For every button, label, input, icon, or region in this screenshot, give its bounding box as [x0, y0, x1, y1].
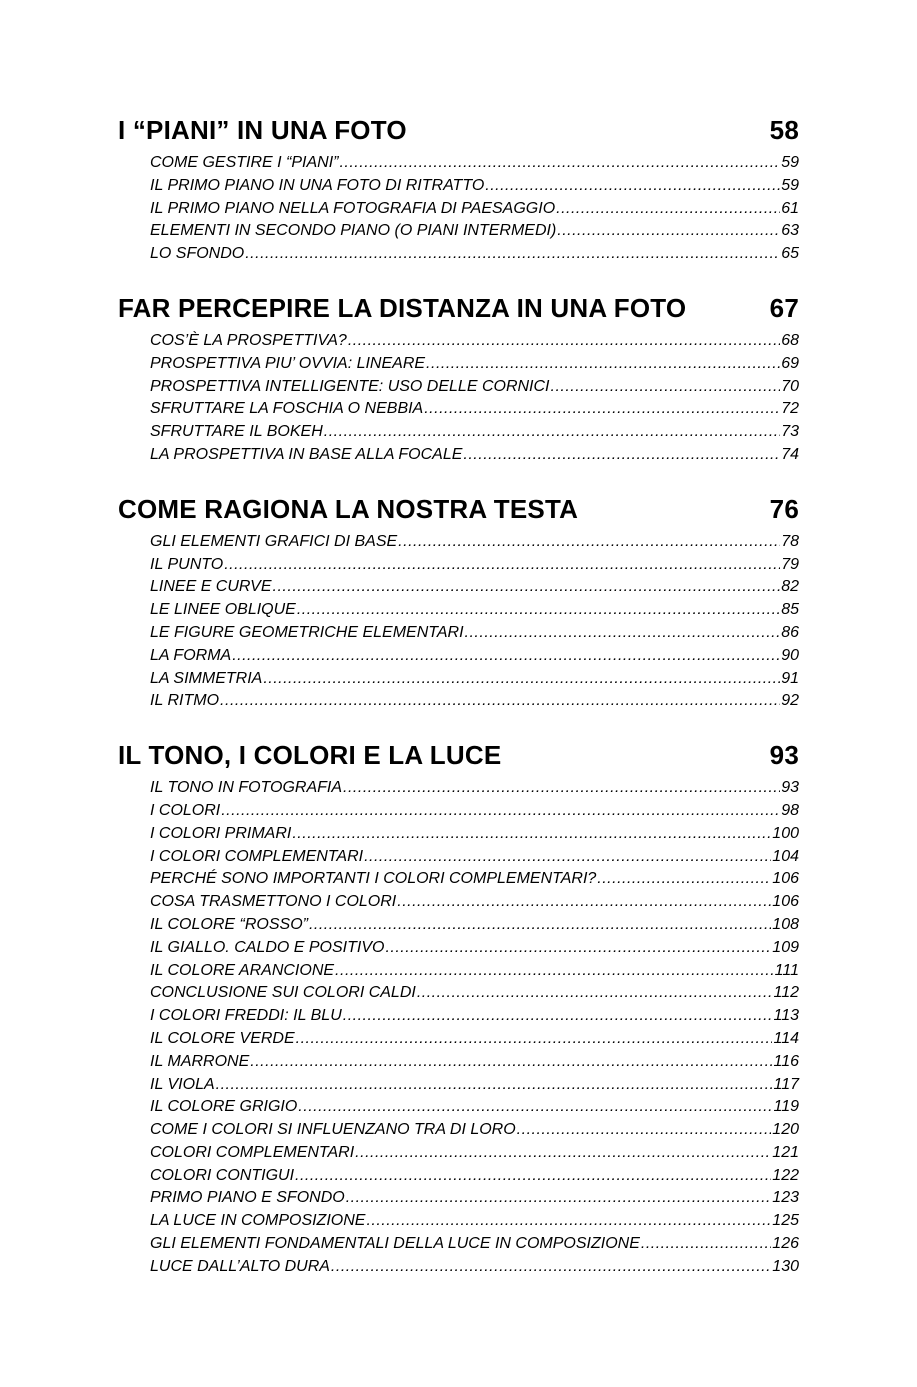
- dot-leader: [397, 891, 771, 914]
- entry-title: COSA TRASMETTONO I COLORI: [150, 893, 397, 911]
- dot-leader: [424, 398, 780, 421]
- entry-page-number: 82: [781, 578, 799, 596]
- section-heading[interactable]: [118, 115, 799, 145]
- entry-page-number: 111: [774, 961, 799, 979]
- entry-page-number: 63: [781, 222, 799, 240]
- toc-entry[interactable]: [150, 1165, 799, 1188]
- dot-leader: [517, 1119, 772, 1142]
- entry-page-number: 98: [781, 801, 799, 819]
- entry-page-number: 120: [772, 1121, 799, 1139]
- toc-entry[interactable]: [150, 1028, 799, 1051]
- entry-page-number: 100: [772, 824, 799, 842]
- entry-title: COME I COLORI SI INFLUENZANO TRA DI LORO: [150, 1121, 516, 1139]
- section-title: FAR PERCEPIRE LA DISTANZA IN UNA FOTO: [118, 292, 687, 323]
- entry-page-number: 74: [781, 445, 799, 463]
- entry-title: SFRUTTARE LA FOSCHIA O NEBBIA: [150, 400, 424, 418]
- dot-leader: [364, 846, 771, 869]
- entry-page-number: 59: [781, 176, 799, 194]
- entry-page-number: 117: [773, 1075, 799, 1093]
- entry-page-number: 114: [773, 1029, 799, 1047]
- section-title: COME RAGIONA LA NOSTRA TESTA: [118, 493, 579, 524]
- toc-section: [118, 293, 799, 467]
- entry-page-number: 72: [781, 400, 799, 418]
- entry-title: IL COLORE “ROSSO”: [150, 915, 308, 933]
- dot-leader: [417, 982, 773, 1005]
- entry-title: IL COLORE ARANCIONE: [150, 961, 335, 979]
- entry-title: I COLORI PRIMARI: [150, 824, 292, 842]
- table-of-contents: [118, 115, 799, 1279]
- entry-title: LE FIGURE GEOMETRICHE ELEMENTARI: [150, 623, 464, 641]
- entry-title: COME GESTIRE I “PIANI”: [150, 154, 339, 171]
- entry-title: SFRUTTARE IL BOKEH: [150, 423, 323, 441]
- entry-title: GLI ELEMENTI GRAFICI DI BASE: [150, 532, 398, 550]
- section-page-number: 93: [769, 740, 799, 771]
- section-page-number: 76: [769, 493, 799, 524]
- toc-entry[interactable]: [150, 1187, 799, 1210]
- entry-page-number: 73: [781, 423, 799, 441]
- entry-page-number: 90: [781, 646, 799, 664]
- toc-entry[interactable]: [150, 645, 799, 668]
- entry-title: CONCLUSIONE SUI COLORI CALDI: [150, 984, 416, 1002]
- toc-entry[interactable]: [150, 1119, 799, 1142]
- toc-section: [118, 740, 799, 1279]
- entry-page-number: 69: [781, 354, 799, 372]
- toc-entry[interactable]: [150, 376, 799, 399]
- entry-page-number: 106: [772, 870, 799, 888]
- entry-title: COS’È LA PROSPETTIVA?: [150, 331, 347, 349]
- toc-entry[interactable]: [150, 868, 799, 891]
- entry-page-number: 59: [781, 154, 799, 171]
- toc-entry[interactable]: [150, 421, 799, 444]
- entry-page-number: 112: [773, 984, 799, 1002]
- entry-page-number: 104: [772, 847, 799, 865]
- entry-title: I COLORI COMPLEMENTARI: [150, 847, 364, 865]
- dot-leader: [556, 198, 780, 221]
- entry-title: IL GIALLO. CALDO E POSITIVO: [150, 938, 385, 956]
- entry-page-number: 86: [781, 623, 799, 641]
- toc-entry[interactable]: [150, 152, 799, 175]
- dot-leader: [385, 937, 771, 960]
- dot-leader: [309, 914, 771, 937]
- entry-page-number: 78: [781, 532, 799, 550]
- toc-entry[interactable]: [150, 576, 799, 599]
- entry-title: PROSPETTIVA INTELLIGENTE: USO DELLE CORNICI: [150, 377, 550, 395]
- dot-leader: [295, 1165, 771, 1188]
- dot-leader: [335, 960, 774, 983]
- dot-leader: [221, 800, 780, 823]
- toc-entry[interactable]: [150, 622, 799, 645]
- entry-page-number: 123: [772, 1189, 799, 1207]
- entry-page-number: 91: [781, 669, 799, 687]
- dot-leader: [339, 152, 780, 175]
- toc-entry[interactable]: [150, 1005, 799, 1028]
- dot-leader: [355, 1142, 771, 1165]
- entry-title: IL COLORE VERDE: [150, 1029, 295, 1047]
- dot-leader: [232, 645, 780, 668]
- entry-title: IL PUNTO: [150, 555, 224, 573]
- dot-leader: [224, 554, 780, 577]
- toc-entry[interactable]: [150, 554, 799, 577]
- entry-title: IL VIOLA: [150, 1075, 215, 1093]
- section-heading[interactable]: [118, 494, 799, 524]
- entry-title: LINEE E CURVE: [150, 578, 272, 596]
- entry-page-number: 93: [781, 779, 799, 797]
- section-heading[interactable]: [118, 293, 799, 323]
- entry-page-number: 119: [773, 1098, 799, 1116]
- toc-entry[interactable]: [150, 690, 799, 713]
- dot-leader: [324, 421, 780, 444]
- dot-leader: [597, 868, 771, 891]
- dot-leader: [245, 243, 780, 266]
- toc-entry[interactable]: [150, 1074, 799, 1097]
- entry-title: IL PRIMO PIANO NELLA FOTOGRAFIA DI PAESAGGIO: [150, 199, 556, 217]
- entry-page-number: 125: [772, 1212, 799, 1230]
- entry-title: LA LUCE IN COMPOSIZIONE: [150, 1212, 366, 1230]
- toc-entry[interactable]: [150, 937, 799, 960]
- toc-section: [118, 494, 799, 713]
- entry-title: IL TONO IN FOTOGRAFIA: [150, 779, 343, 797]
- section-heading[interactable]: [118, 740, 799, 770]
- dot-leader: [485, 175, 780, 198]
- dot-leader: [426, 353, 780, 376]
- toc-entry[interactable]: [150, 1210, 799, 1233]
- entry-page-number: 109: [772, 938, 799, 956]
- toc-entry[interactable]: [150, 198, 799, 221]
- dot-leader: [343, 1005, 773, 1028]
- entry-page-number: 106: [772, 893, 799, 911]
- toc-entry[interactable]: [150, 1256, 799, 1279]
- dot-leader: [551, 376, 781, 399]
- dot-leader: [331, 1256, 771, 1279]
- toc-entry[interactable]: [150, 531, 799, 554]
- entry-page-number: 121: [772, 1143, 799, 1161]
- entry-page-number: 113: [773, 1007, 799, 1025]
- dot-leader: [398, 531, 780, 554]
- entry-title: LA FORMA: [150, 646, 232, 664]
- entry-title: COLORI COMPLEMENTARI: [150, 1143, 355, 1161]
- toc-entry[interactable]: [150, 599, 799, 622]
- entry-title: IL COLORE GRIGIO: [150, 1098, 298, 1116]
- entry-page-number: 126: [772, 1235, 799, 1253]
- toc-entry[interactable]: [150, 960, 799, 983]
- dot-leader: [273, 576, 781, 599]
- toc-entry[interactable]: [150, 1051, 799, 1074]
- dot-leader: [348, 330, 780, 353]
- dot-leader: [465, 622, 781, 645]
- entry-page-number: 116: [773, 1052, 799, 1070]
- entry-page-number: 108: [772, 915, 799, 933]
- toc-entry[interactable]: [150, 1142, 799, 1165]
- dot-leader: [292, 823, 771, 846]
- entry-page-number: 65: [781, 245, 799, 263]
- toc-entry[interactable]: [150, 243, 799, 266]
- entry-title: LA PROSPETTIVA IN BASE ALLA FOCALE: [150, 445, 463, 463]
- entry-title: PRIMO PIANO E SFONDO: [150, 1189, 345, 1207]
- entry-page-number: 85: [781, 601, 799, 619]
- dot-leader: [346, 1187, 772, 1210]
- entry-title: PERCHÉ SONO IMPORTANTI I COLORI COMPLEMENTARI?: [150, 870, 597, 888]
- entry-title: PROSPETTIVA PIU’ OVVIA: LINEARE: [150, 354, 426, 372]
- entry-title: GLI ELEMENTI FONDAMENTALI DELLA LUCE IN COMPOSIZIONE: [150, 1235, 640, 1253]
- entry-page-number: 61: [781, 199, 799, 217]
- toc-entry[interactable]: [150, 846, 799, 869]
- dot-leader: [220, 690, 780, 713]
- toc-entry[interactable]: [150, 220, 799, 243]
- dot-leader: [297, 599, 780, 622]
- dot-leader: [343, 777, 780, 800]
- dot-leader: [263, 668, 780, 691]
- section-title: IL TONO, I COLORI E LA LUCE: [118, 740, 502, 771]
- entry-title: ELEMENTI IN SECONDO PIANO (O PIANI INTERMEDI): [150, 222, 557, 240]
- dot-leader: [366, 1210, 771, 1233]
- toc-entry[interactable]: [150, 330, 799, 353]
- toc-entry[interactable]: [150, 175, 799, 198]
- toc-entry[interactable]: [150, 982, 799, 1005]
- entry-page-number: 130: [772, 1257, 799, 1275]
- entry-page-number: 68: [781, 331, 799, 349]
- entry-title: IL MARRONE: [150, 1052, 250, 1070]
- entry-title: IL RITMO: [150, 692, 220, 710]
- entry-title: I COLORI: [150, 801, 221, 819]
- toc-entry[interactable]: [150, 823, 799, 846]
- entry-title: IL PRIMO PIANO IN UNA FOTO DI RITRATTO: [150, 176, 485, 194]
- toc-entry[interactable]: [150, 668, 799, 691]
- toc-entry[interactable]: [150, 398, 799, 421]
- toc-entry[interactable]: [150, 777, 799, 800]
- toc-section: [118, 115, 799, 266]
- dot-leader: [216, 1074, 773, 1097]
- entry-title: LE LINEE OBLIQUE: [150, 601, 296, 619]
- entry-page-number: 79: [781, 555, 799, 573]
- dot-leader: [250, 1051, 772, 1074]
- section-page-number: 67: [769, 292, 799, 323]
- toc-entry[interactable]: [150, 914, 799, 937]
- section-page-number: 58: [769, 115, 799, 145]
- entry-page-number: 122: [772, 1166, 799, 1184]
- toc-entry[interactable]: [150, 1096, 799, 1119]
- dot-leader: [641, 1233, 771, 1256]
- entry-title: LO SFONDO: [150, 245, 245, 263]
- toc-entry[interactable]: [150, 444, 799, 467]
- toc-entry[interactable]: [150, 353, 799, 376]
- dot-leader: [557, 220, 780, 243]
- dot-leader: [463, 444, 780, 467]
- entry-page-number: 92: [781, 692, 799, 710]
- entry-title: I COLORI FREDDI: IL BLU: [150, 1007, 342, 1025]
- dot-leader: [296, 1028, 773, 1051]
- toc-entry[interactable]: [150, 891, 799, 914]
- entry-title: COLORI CONTIGUI: [150, 1166, 295, 1184]
- entry-page-number: 70: [781, 377, 799, 395]
- entry-title: LUCE DALL’ALTO DURA: [150, 1257, 330, 1275]
- section-title: I “PIANI” IN UNA FOTO: [118, 115, 407, 145]
- dot-leader: [298, 1096, 772, 1119]
- entry-title: LA SIMMETRIA: [150, 669, 263, 687]
- toc-entry[interactable]: [150, 1233, 799, 1256]
- toc-entry[interactable]: [150, 800, 799, 823]
